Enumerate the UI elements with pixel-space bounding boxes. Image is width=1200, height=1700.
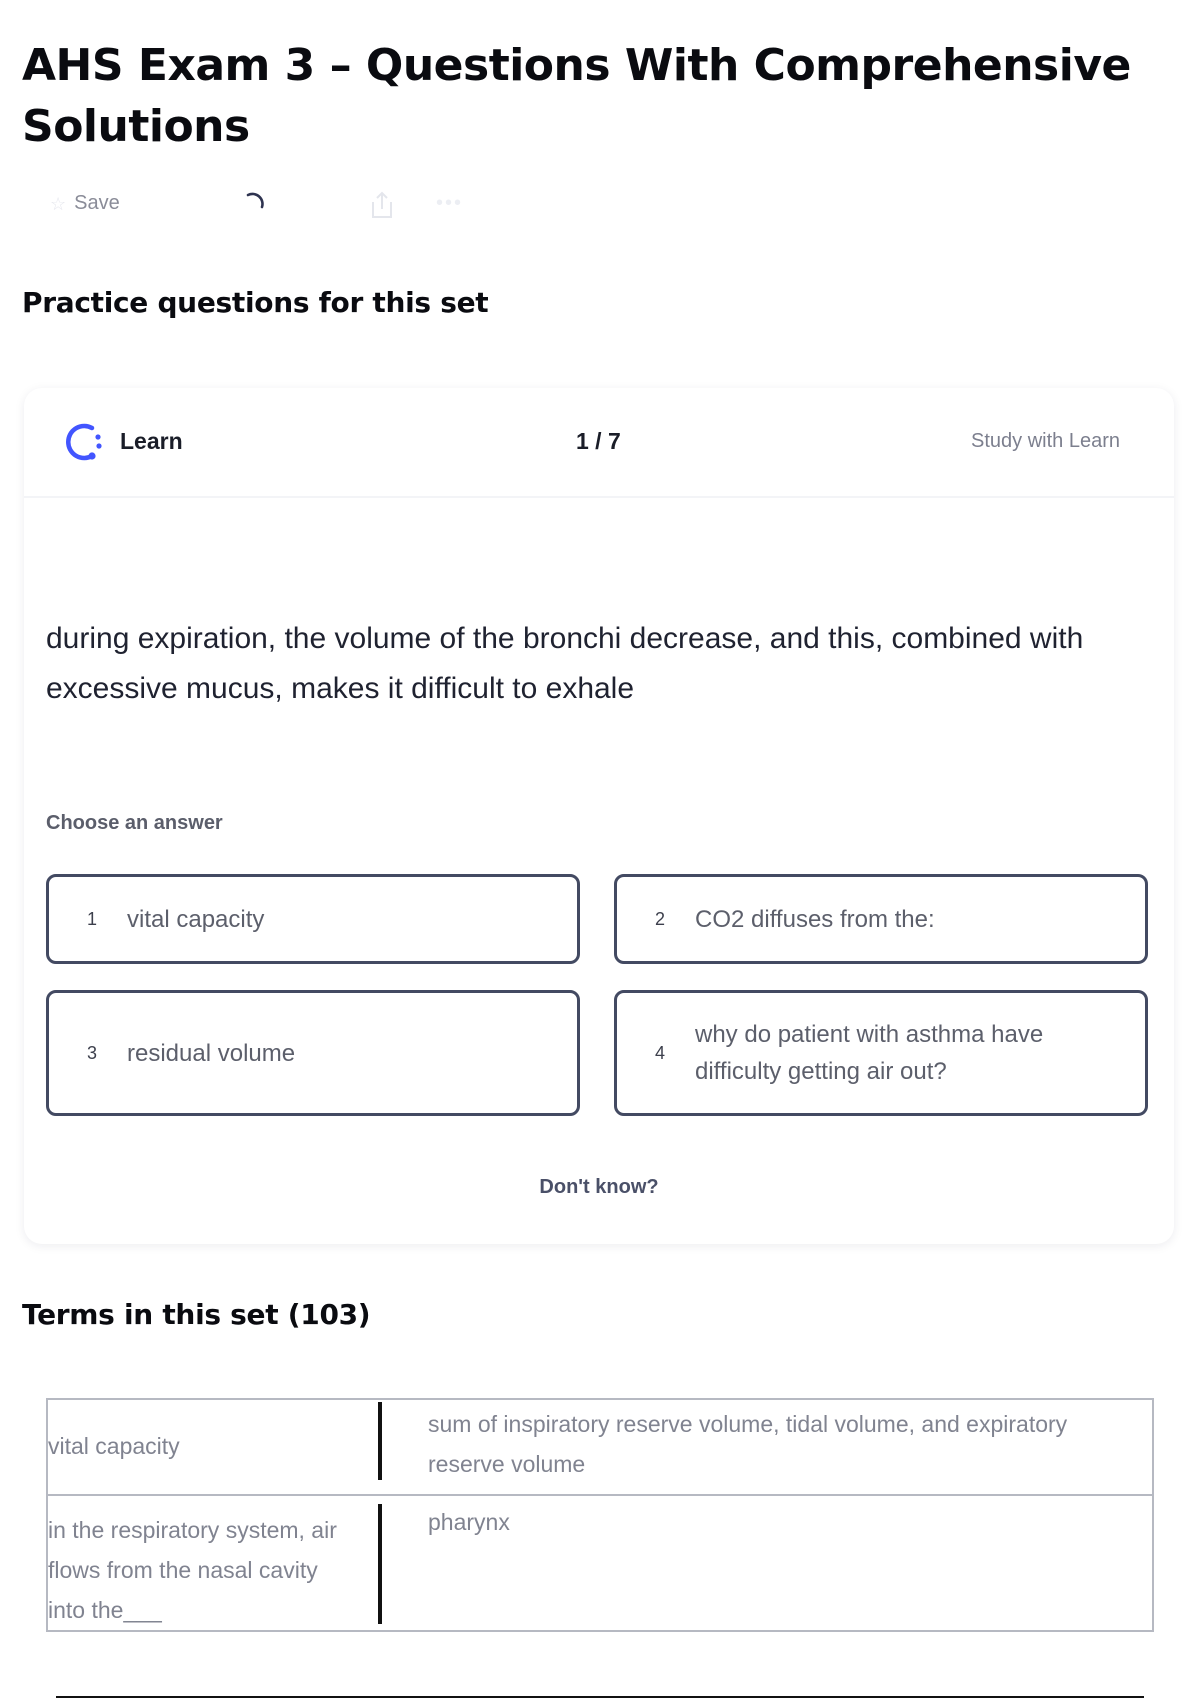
learn-mode-label: Learn	[120, 428, 183, 454]
star-icon: ☆	[50, 193, 67, 214]
page-title: AHS Exam 3 – Questions With Comprehensive Solutions	[22, 40, 1131, 153]
answer-option-2[interactable]	[614, 874, 1148, 964]
term-row	[48, 1400, 1152, 1496]
answer-number: 4	[654, 1042, 665, 1063]
definition-text: sum of inspiratory reserve volume, tidal volume, and expiratory reserve volume	[428, 1411, 1068, 1477]
column-divider	[378, 1402, 382, 1480]
more-icon[interactable]: •••	[436, 192, 464, 214]
answer-text: residual volume	[127, 1039, 296, 1067]
answer-option-3[interactable]	[46, 990, 580, 1116]
spinner-icon	[240, 188, 270, 218]
share-icon[interactable]	[368, 190, 396, 220]
learn-card-header	[24, 388, 1174, 498]
answer-number: 1	[86, 908, 97, 929]
column-divider	[378, 1504, 382, 1624]
question-text: during expiration, the volume of the bronchi decrease, and this, combined with excessive mucus, makes it difficult to exhale	[46, 622, 1084, 705]
study-with-learn-link[interactable]: Study with Learn	[971, 430, 1120, 452]
dont-know-button[interactable]: Don't know?	[539, 1176, 659, 1198]
term-text: vital capacity	[48, 1433, 180, 1459]
term-text: in the respiratory system, air flows from the nasal cavity into the___	[48, 1517, 337, 1623]
answer-text: vital capacity	[127, 905, 265, 933]
answer-option-1[interactable]	[46, 874, 580, 964]
practice-section-title: Practice questions for this set	[22, 286, 489, 319]
progress-counter: 1 / 7	[576, 428, 621, 454]
save-button[interactable]	[50, 192, 120, 215]
answer-number: 3	[86, 1042, 97, 1063]
learn-card	[24, 388, 1174, 1244]
choose-answer-label: Choose an answer	[46, 812, 223, 834]
save-label: Save	[74, 192, 120, 214]
learn-icon	[62, 420, 106, 464]
action-bar	[50, 188, 510, 224]
terms-section-title: Terms in this set (103)	[22, 1298, 371, 1331]
answer-text: why do patient with asthma have difficulty getting air out?	[695, 1021, 1044, 1085]
answer-text: CO2 diffuses from the:	[695, 905, 935, 933]
definition-text: pharynx	[428, 1509, 510, 1535]
terms-table	[46, 1398, 1154, 1632]
answer-number: 2	[654, 908, 665, 929]
divider	[56, 1696, 1144, 1698]
answer-option-4[interactable]	[614, 990, 1148, 1116]
term-row	[48, 1496, 1152, 1630]
